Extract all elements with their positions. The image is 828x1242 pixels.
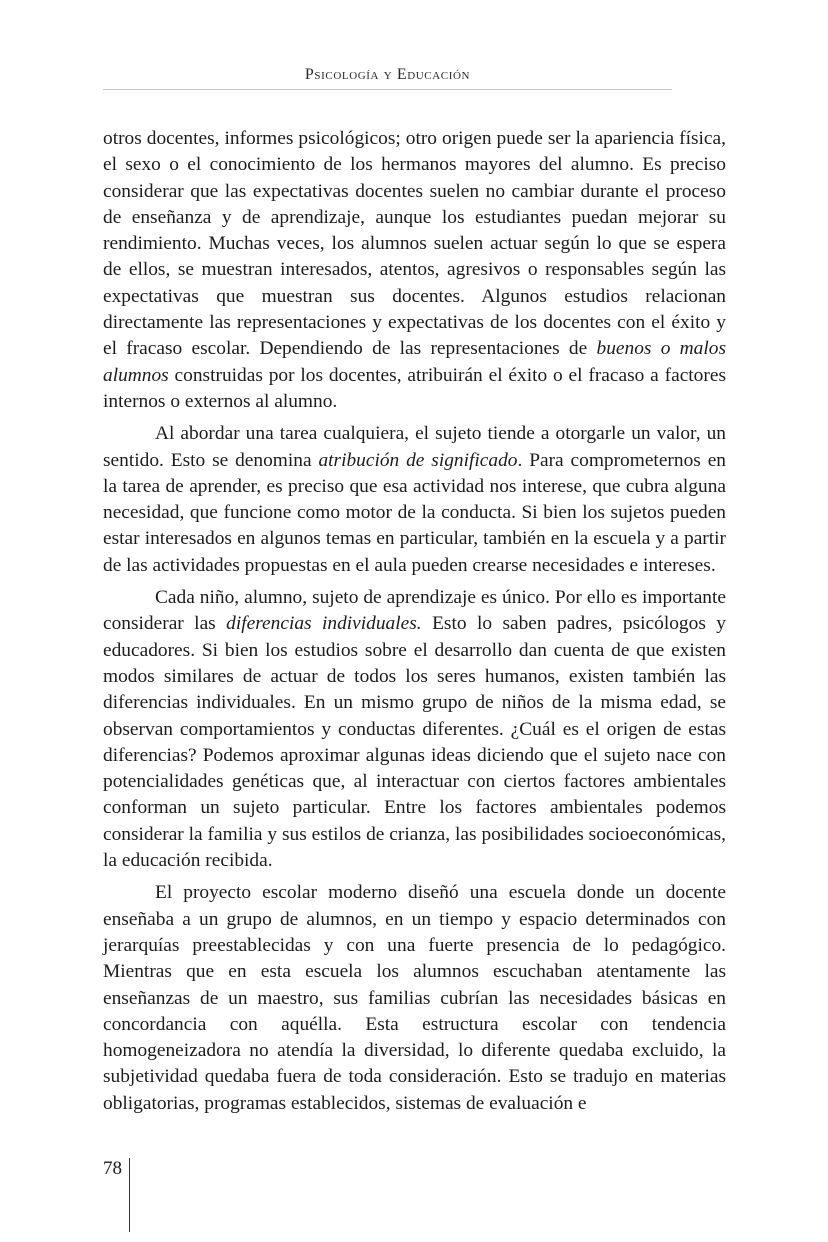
footer-divider: [129, 1158, 130, 1232]
paragraph-3: [103, 585, 726, 874]
paragraph-1: [103, 126, 726, 415]
text-run: otros docentes, informes psicológicos; otro origen puede ser la apariencia física, el sexo o el conocimiento de los hermanos mayores del alumno. Es preciso considerar que las expectativas docentes suelen no cambiar durante el proceso de enseñanza y de aprendizaje, aunque los estudiantes puedan mejorar su rendimiento. Muchas veces, los alumnos suelen actuar según lo que se espera de ellos, se muestran interesados, atentos, agresivos o responsables según las expectativas que muestran sus docentes. Algunos estudios relacionan directamente las representaciones y expectativas de los docentes con el éxito y el fracaso escolar. Dependiendo de las representaciones de: [103, 128, 726, 360]
italic-term: diferencias individuales.: [226, 613, 422, 635]
text-run: Al abordar una tarea cualquiera, el sujeto tiende a otorgarle un valor, un sentido. Esto se denomina: [103, 423, 726, 471]
text-run: construidas por los docentes, atribuirán el éxito o el fracaso a factores internos o externos al alumno.: [103, 364, 726, 412]
text-run: Esto lo saben padres, psicólogos y educadores. Si bien los estudios sobre el desarrollo dan cuenta de que existen modos similares de actuar de todos los seres humanos, existen también las diferencias individuales. En un mismo grupo de niños de la misma edad, se observan comportamientos y conductas diferentes. ¿Cuál es el origen de estas diferencias? Podemos aproximar algunas ideas diciendo que el sujeto nace con potencialidades genéticas que, al interactuar con ciertos factores ambientales conforman un sujeto particular. Entre los factores ambientales podemos considerar la familia y sus estilos de crianza, las posibilidades socioeconómicas, la educación recibida.: [103, 613, 726, 872]
text-run: Cada niño, alumno, sujeto de aprendizaje es único. Por ello es importante considerar las: [103, 587, 726, 635]
header-divider: [103, 89, 672, 90]
text-run: . Para comprometernos en la tarea de aprender, es preciso que esa actividad nos interese, que cubra alguna necesidad, que funcione como motor de la conducta. Si bien los sujetos pueden estar interesados en algunos temas en particular, también en la escuela y a partir de las actividades propuestas en el aula pueden crearse necesidades e intereses.: [103, 449, 726, 576]
body-text: [103, 126, 726, 1123]
page-number: 78: [103, 1158, 122, 1179]
text-run: El proyecto escolar moderno diseñó una escuela donde un docente enseñaba a un grupo de alumnos, en un tiempo y espacio determinados con jerarquías preestablecidas y con una fuerte presencia de lo pedagógico. Mientras que en esta escuela los alumnos escuchaban atentamente las enseñanzas de un maestro, sus familias cubrían las necesidades básicas en concordancia con aquélla. Esta estructura escolar con tendencia homogeneizadora no atendía la diversidad, lo diferente quedaba excluido, la subjetividad quedaba fuera de toda consideración. Esto se tradujo en materias obligatorias, programas establecidos, sistemas de evaluación e: [103, 882, 726, 1114]
paragraph-4: [103, 880, 726, 1117]
italic-term: atribución de significado: [318, 449, 518, 471]
paragraph-2: [103, 421, 726, 579]
italic-term: buenos o malos alumnos: [103, 338, 726, 386]
running-header: Psicología y Educación: [304, 66, 471, 83]
